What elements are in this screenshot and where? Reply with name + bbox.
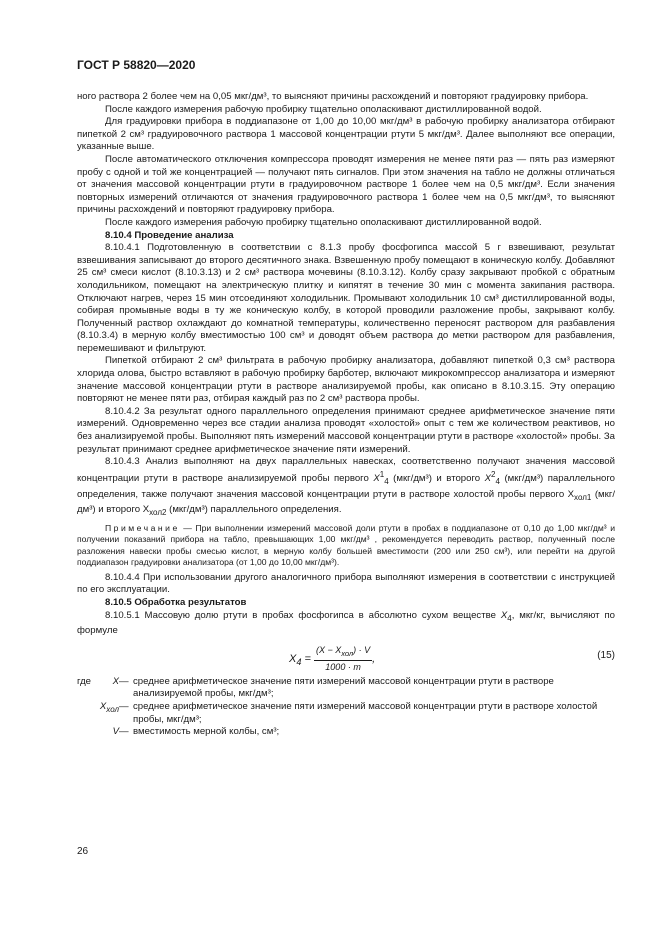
note-text: — При выполнении измерений массовой доли ртути в пробах в поддиапазоне от 0,10 до 1,00 мкг/дм³ и получении показаний прибора на табло, превышающих 1,00 мкг/дм³ , рекомендуется переводить раствор, полученный после разложения навески пробы смесью кислот, в мерную колбу большей вместимости (200 или 250 см³), или перейти на другой поддиапазон градуировки анализатора (от 1,00 до 10,00 мкг/дм³). <box>77 522 615 568</box>
symbol-x: X <box>373 473 380 484</box>
section-heading: 8.10.5 Обработка результатов <box>105 597 247 609</box>
definition-dash: — <box>119 700 129 712</box>
formula-fraction <box>314 644 372 674</box>
paragraph: Для градуировки прибора в поддиапазоне от 1,00 до 10,00 мкг/дм³ в рабочую пробирку анализатора отбирают пипеткой 2 см³ градуировочного раствора 1 массовой концентрации ртути 5 мкг/дм³. Далее выполняют все операции, указанные выше. <box>77 116 615 153</box>
text-run: (мкг/дм³) и второго <box>388 473 485 484</box>
paragraph <box>77 456 615 519</box>
definition-row <box>77 676 615 701</box>
superscript: 2 <box>491 469 496 479</box>
formula-expression <box>289 644 375 674</box>
subscript: хол1 <box>574 492 592 502</box>
paragraph: Пипеткой отбирают 2 см³ фильтрата в рабочую пробирку анализатора, добавляют пипеткой 0,3 см³ раствора хлорида олова, быстро вставляют в рабочую пробирку барботер, включают микрокомпрессор анализатора и измеряют значение массовой концентрации ртути в растворе анализируемой пробы, как описано в 8.10.3.15. Эту операцию повторяют не менее пяти раз, отбирая каждый раз по 2 см³ раствора пробы. <box>77 355 615 405</box>
text-run: , мкг/кг, вычисляют по формуле <box>77 609 615 637</box>
text-run: (мкг/дм³) параллельного определения, также получают значения массовой концентрации ртути в растворе холостой пробы первого Х <box>77 473 616 500</box>
definition-text: среднее арифметическое значение пяти измерений массовой концентрации ртути в растворе анализируемой пробы, мкг/дм³; <box>133 675 554 700</box>
symbol-x: X <box>500 609 508 621</box>
section-heading: 8.10.4 Проведение анализа <box>105 229 234 241</box>
symbol-definitions <box>77 676 615 742</box>
page-number: 26 <box>77 846 89 857</box>
note <box>77 523 615 569</box>
text-run: 8.10.5.1 Массовую долю ртути в пробах фосфогипса в абсолютно сухом веществе <box>105 609 501 621</box>
formula-comma: , <box>372 652 376 665</box>
symbol: X <box>99 700 107 712</box>
definition-row <box>77 726 615 742</box>
superscript: 1 <box>379 469 385 479</box>
document-header: ГОСТ Р 58820—2020 <box>77 58 196 72</box>
formula-numerator <box>314 644 372 661</box>
formula-equals: = <box>301 652 314 665</box>
subscript: 4 <box>507 613 512 623</box>
paragraph <box>77 610 615 638</box>
where-lead <box>77 701 97 726</box>
definition-symbol <box>97 676 119 701</box>
numerator-tail: ) · V <box>353 644 371 655</box>
formula-number: (15) <box>597 649 615 661</box>
formula <box>77 642 615 672</box>
symbol-x: X <box>484 473 492 484</box>
text-run: 8.10.4.3 Анализ выполняют на двух параллельных навесках, соответственно получают значения массовой концентрации ртути в растворе анализируемой пробы первого <box>77 456 615 484</box>
definition-text: вместимость мерной колбы, см³; <box>133 726 280 738</box>
where-lead <box>77 726 97 742</box>
paragraph: 8.10.4.4 При использовании другого аналогичного прибора выполняют измерения в соответствии с инструкцией по его эксплуатации. <box>77 571 615 596</box>
definition-row <box>77 701 615 726</box>
paragraph: После автоматического отключения компрессора проводят измерения не менее пяти раз — пять раз измеряют пробу с одной и той же концентрацией — получают пять сигналов. При этом значения на табло не должны отличаться от значения массовой концентрации ртути в градуировочном растворе 1 более чем на 0,5 мкг/дм³. Если значения повторных измерений отличаются от значения градуировочного раствора 1 более чем на 0,5 мкг/дм³, то выясняют причины расхождений и повторяют градуировку прибора. <box>77 153 615 216</box>
definition-dash: — <box>119 675 129 687</box>
paragraph: ного раствора 2 более чем на 0,05 мкг/дм³, то выясняют причины расхождений и повторяют градуировку прибора. <box>77 91 589 102</box>
text-run: (мкг/дм³) параллельного определения. <box>166 504 342 515</box>
numerator-text: (X − X <box>315 644 342 655</box>
paragraph: После каждого измерения рабочую пробирку тщательно ополаскивают дистиллированной водой. <box>105 103 542 115</box>
paragraph: 8.10.4.1 Подготовленную в соответствии с 8.1.3 пробу фосфогипса массой 5 г взвешивают, результат взвешивания записывают до второго десятичного знака. Взвешенную пробу помещают в коническую колбу. Добавляют 25 см³ смеси кислот (8.10.3.13) и 2 см³ раствора мочевины (8.10.3.12). Колбу сразу закрывают пробкой с обратным холодильником, помещают на электрическую плитку и кипятят в течение 30 мин с момента закипания раствора. Отключают нагрев, через 15 мин отсоединяют холодильник. Промывают холодильник 10 см³ дистиллированной воды, собирая промывные воды в ту же коническую колбу, в которой проводили разложение пробы, закрывают колбу. Полученный раствор охлаждают до комнатной температуры, количественно переносят раствором для разбавления (8.10.3.4) в мерную колбу вместимостью 100 см³ и доводят объем раствора до метки раствором для разбавления, перемешивают и фильтруют. <box>77 242 615 354</box>
subscript: хол <box>106 704 119 714</box>
subscript: хол <box>341 648 354 658</box>
text-run: (мкг/дм³) и второго Х <box>77 488 615 515</box>
formula-denominator: 1000 · m <box>325 662 361 673</box>
subscript: 4 <box>384 476 389 486</box>
paragraph: После каждого измерения рабочую пробирку тщательно ополаскивают дистиллированной водой. <box>105 216 542 228</box>
document-body <box>77 91 615 742</box>
paragraph: 8.10.4.2 За результат одного параллельного определения принимают среднее арифметическое значение пяти измерений. Одновременно через все стадии анализа проводят «холостой» опыт с тем же количеством реактивов, но без анализируемой пробы. Выполняют пять измерений массовой концентрации ртути в растворе «холостой» пробы. За результат принимают среднее арифметическое значение пяти измерений. <box>77 405 615 455</box>
definition-text: среднее арифметическое значение пяти измерений массовой концентрации ртути в растворе холостой пробы, мкг/дм³; <box>133 700 598 725</box>
subscript: 4 <box>296 656 302 667</box>
definition-symbol <box>97 726 119 742</box>
subscript: хол2 <box>149 507 167 517</box>
symbol: V <box>112 726 119 738</box>
definition-dash: — <box>119 726 129 738</box>
note-label: Примечание <box>105 522 180 533</box>
formula-lhs: X <box>289 652 297 665</box>
definition-symbol <box>97 701 119 726</box>
where-lead: где <box>77 675 92 687</box>
symbol: X <box>112 675 119 687</box>
subscript: 4 <box>495 476 500 486</box>
